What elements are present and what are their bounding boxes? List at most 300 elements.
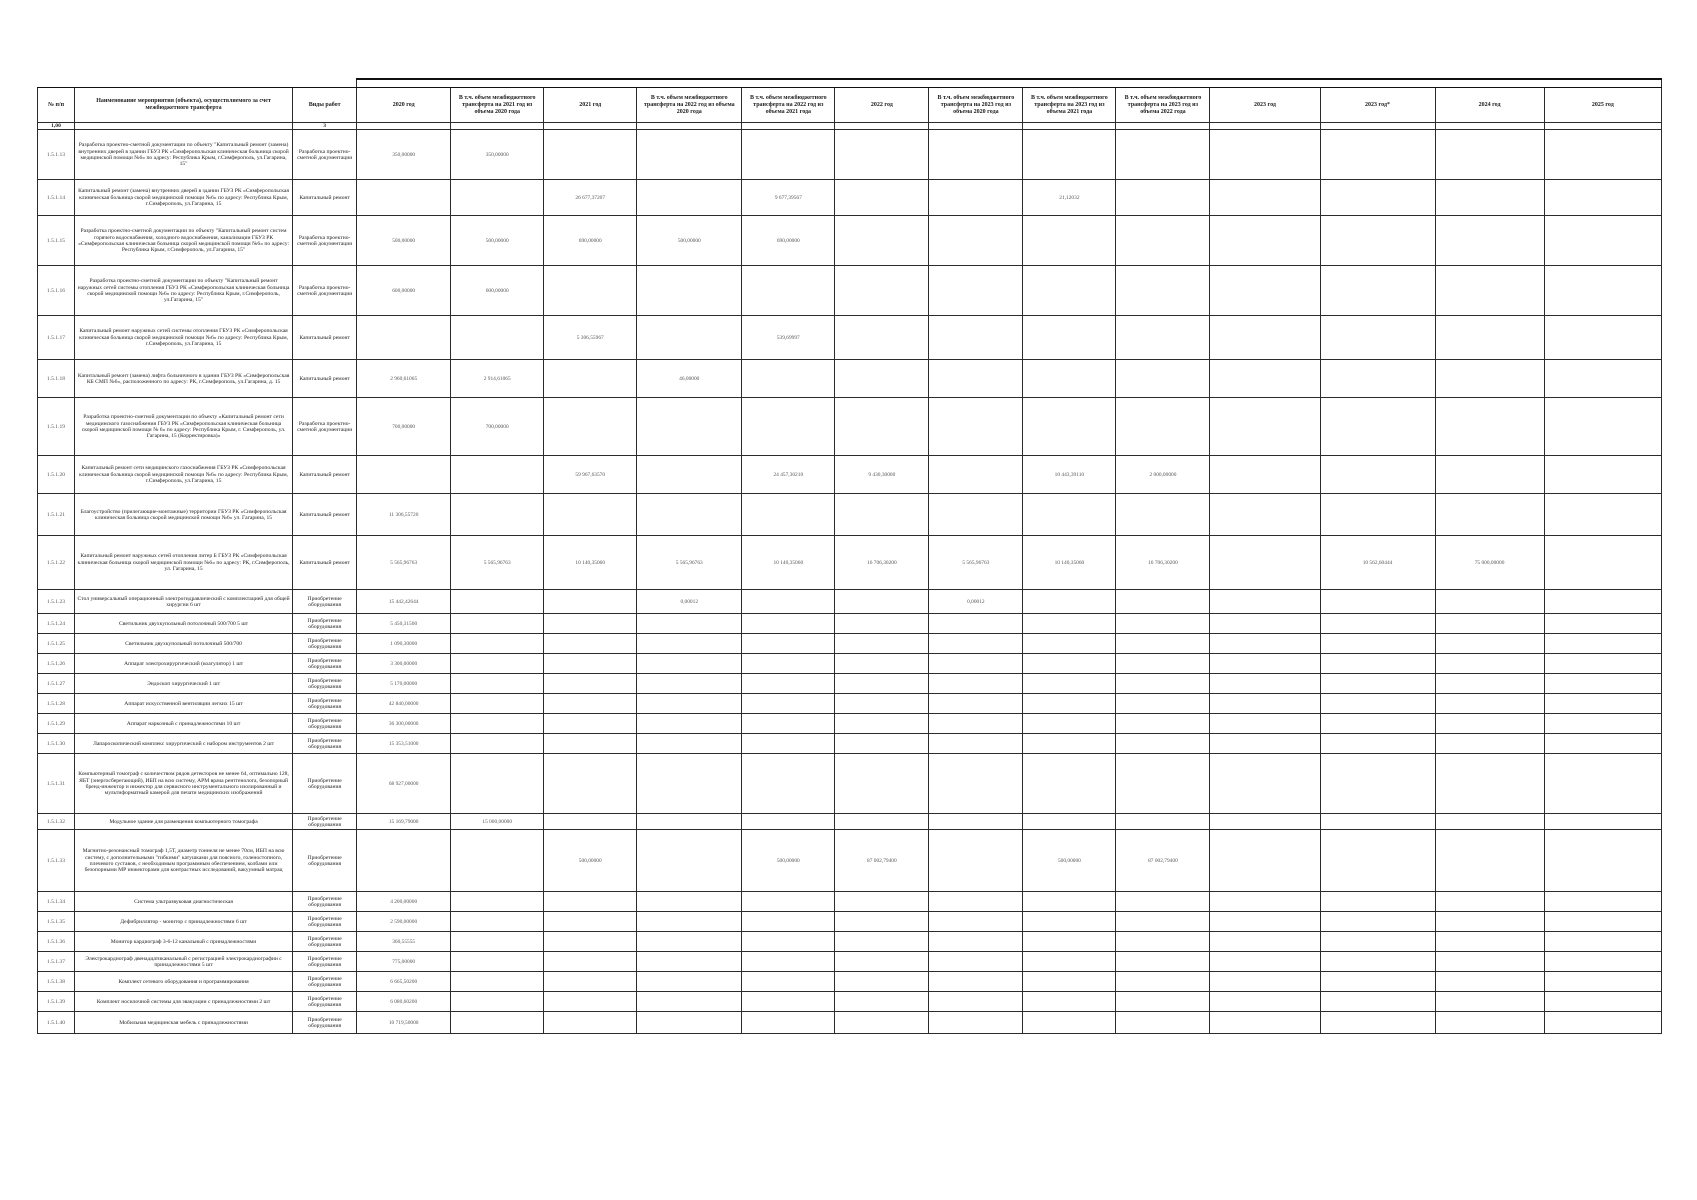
amount-cell bbox=[835, 674, 929, 694]
amount-cell bbox=[1210, 654, 1320, 674]
amount-cell: 700,00000 bbox=[451, 398, 544, 456]
amount-cell bbox=[1116, 754, 1210, 814]
amount-cell: 2 000,00000 bbox=[1116, 456, 1210, 494]
amount-cell bbox=[1544, 992, 1661, 1012]
amount-cell bbox=[1023, 694, 1116, 714]
work-type: Приобретение оборудования bbox=[293, 972, 357, 992]
amount-cell bbox=[835, 754, 929, 814]
amount-cell: 16 706,30200 bbox=[835, 536, 929, 590]
amount-cell bbox=[835, 952, 929, 972]
amount-cell bbox=[1210, 912, 1320, 932]
amount-cell bbox=[637, 912, 742, 932]
amount-cell bbox=[1116, 972, 1210, 992]
amount-cell bbox=[835, 266, 929, 316]
amount-cell bbox=[451, 694, 544, 714]
amount-cell bbox=[544, 130, 637, 180]
amount-cell bbox=[742, 694, 835, 714]
amount-cell bbox=[1544, 972, 1661, 992]
amount-cell bbox=[742, 754, 835, 814]
column-header: 2023 год bbox=[1210, 88, 1320, 123]
amount-cell bbox=[1435, 316, 1544, 360]
amount-cell: 350,00000 bbox=[451, 130, 544, 180]
column-header: 2020 год bbox=[357, 88, 451, 123]
row-number: 1.5.1.25 bbox=[38, 634, 75, 654]
amount-cell bbox=[929, 674, 1023, 694]
amount-cell bbox=[1320, 952, 1435, 972]
amount-cell bbox=[451, 754, 544, 814]
column-header: 2025 год bbox=[1544, 88, 1661, 123]
row-number: 1.5.1.22 bbox=[38, 536, 75, 590]
row-number: 1.5.1.19 bbox=[38, 398, 75, 456]
amount-cell bbox=[1435, 456, 1544, 494]
amount-cell bbox=[544, 892, 637, 912]
amount-cell bbox=[1320, 590, 1435, 614]
amount-cell bbox=[1320, 734, 1435, 754]
amount-cell bbox=[1435, 360, 1544, 398]
amount-cell bbox=[544, 398, 637, 456]
amount-cell bbox=[835, 216, 929, 266]
budget-table bbox=[37, 78, 1662, 1034]
amount-cell bbox=[1023, 398, 1116, 456]
amount-cell bbox=[742, 714, 835, 734]
row-number: 1.5.1.32 bbox=[38, 814, 75, 830]
table-row bbox=[38, 912, 1662, 932]
amount-cell: 500,00000 bbox=[357, 216, 451, 266]
row-number: 1.5.1.34 bbox=[38, 892, 75, 912]
amount-cell bbox=[1435, 674, 1544, 694]
column-header: Наименование мероприятия (объекта), осуществляемого за счет межбюджетного трансферта bbox=[75, 88, 293, 123]
amount-cell bbox=[637, 494, 742, 536]
work-type: Приобретение оборудования bbox=[293, 1012, 357, 1034]
work-type: Приобретение оборудования bbox=[293, 634, 357, 654]
amount-cell bbox=[1320, 614, 1435, 634]
event-name: Модульное здание для размещения компьютерного томографа bbox=[75, 814, 293, 830]
amount-cell bbox=[1435, 1012, 1544, 1034]
amount-cell bbox=[1320, 814, 1435, 830]
amount-cell: 5 565,96763 bbox=[451, 536, 544, 590]
amount-cell bbox=[929, 130, 1023, 180]
amount-cell bbox=[637, 952, 742, 972]
amount-cell bbox=[1210, 180, 1320, 216]
amount-cell bbox=[1116, 634, 1210, 654]
table-row bbox=[38, 674, 1662, 694]
amount-cell bbox=[1116, 912, 1210, 932]
amount-cell bbox=[544, 714, 637, 734]
amount-cell bbox=[544, 912, 637, 932]
amount-cell bbox=[929, 456, 1023, 494]
amount-cell: 1 090,30000 bbox=[357, 634, 451, 654]
amount-cell bbox=[1544, 456, 1661, 494]
amount-cell bbox=[1544, 714, 1661, 734]
amount-cell bbox=[742, 360, 835, 398]
amount-cell bbox=[451, 180, 544, 216]
amount-cell bbox=[835, 992, 929, 1012]
amount-cell bbox=[1435, 614, 1544, 634]
amount-cell bbox=[1116, 674, 1210, 694]
amount-cell bbox=[544, 634, 637, 654]
row-number: 1.5.1.20 bbox=[38, 456, 75, 494]
index-cell bbox=[1544, 123, 1661, 130]
event-name: Светильник двухкупольный потолочный 500/700 5 шт bbox=[75, 614, 293, 634]
index-cell bbox=[1116, 123, 1210, 130]
table-row bbox=[38, 590, 1662, 614]
amount-cell bbox=[1116, 266, 1210, 316]
amount-cell: 16 706,30200 bbox=[1116, 536, 1210, 590]
amount-cell bbox=[1435, 892, 1544, 912]
amount-cell bbox=[1116, 316, 1210, 360]
amount-cell bbox=[1320, 754, 1435, 814]
table-row bbox=[38, 614, 1662, 634]
amount-cell bbox=[1116, 614, 1210, 634]
amount-cell bbox=[929, 754, 1023, 814]
amount-cell bbox=[1544, 814, 1661, 830]
amount-cell: 87 002,79400 bbox=[1116, 830, 1210, 892]
amount-cell bbox=[637, 932, 742, 952]
amount-cell bbox=[1023, 714, 1116, 734]
amount-cell bbox=[1210, 932, 1320, 952]
amount-cell bbox=[637, 614, 742, 634]
amount-cell bbox=[637, 992, 742, 1012]
amount-cell bbox=[1116, 814, 1210, 830]
amount-cell: 0,00012 bbox=[929, 590, 1023, 614]
column-header: В т.ч. объем межбюджетного трансферта на 2022 год из объема 2020 года bbox=[637, 88, 742, 123]
amount-cell bbox=[1544, 590, 1661, 614]
amount-cell bbox=[742, 1012, 835, 1034]
amount-cell bbox=[742, 494, 835, 536]
amount-cell bbox=[1544, 932, 1661, 952]
amount-cell bbox=[1116, 952, 1210, 972]
amount-cell: 9 430,30000 bbox=[835, 456, 929, 494]
index-cell bbox=[742, 123, 835, 130]
row-number: 1.5.1.38 bbox=[38, 972, 75, 992]
amount-cell bbox=[1210, 536, 1320, 590]
amount-cell bbox=[1435, 494, 1544, 536]
amount-cell bbox=[929, 266, 1023, 316]
amount-cell bbox=[637, 130, 742, 180]
amount-cell bbox=[1320, 494, 1435, 536]
event-name: Дефибриллятор - монитор с принадлежностями 6 шт bbox=[75, 912, 293, 932]
amount-cell bbox=[1116, 360, 1210, 398]
amount-cell: 15 353,51000 bbox=[357, 734, 451, 754]
amount-cell bbox=[544, 814, 637, 830]
amount-cell bbox=[742, 952, 835, 972]
amount-cell bbox=[637, 316, 742, 360]
amount-cell: 5 565,96763 bbox=[929, 536, 1023, 590]
amount-cell bbox=[637, 814, 742, 830]
amount-cell: 10 443,39110 bbox=[1023, 456, 1116, 494]
amount-cell bbox=[835, 714, 929, 734]
amount-cell bbox=[1320, 360, 1435, 398]
column-header: 2024 год bbox=[1435, 88, 1544, 123]
event-name: Аппарат наркозный с принадлежностями 10 шт bbox=[75, 714, 293, 734]
table-row bbox=[38, 360, 1662, 398]
table-row bbox=[38, 972, 1662, 992]
amount-cell bbox=[1210, 614, 1320, 634]
amount-cell bbox=[1435, 830, 1544, 892]
amount-cell bbox=[451, 892, 544, 912]
amount-cell bbox=[1210, 634, 1320, 654]
amount-cell: 600,00000 bbox=[451, 266, 544, 316]
amount-cell bbox=[451, 654, 544, 674]
amount-cell bbox=[451, 1012, 544, 1034]
amount-cell bbox=[1023, 634, 1116, 654]
amount-cell bbox=[1320, 398, 1435, 456]
amount-cell bbox=[835, 932, 929, 952]
event-name: Комплект носилочной системы для эвакуации с принадлежностями 2 шт bbox=[75, 992, 293, 1012]
amount-cell bbox=[1210, 694, 1320, 714]
amount-cell bbox=[357, 316, 451, 360]
event-name: Электрокардиограф двенадцатиканальный с регистрацией электрокардиографии с принадлежностями 5 шт bbox=[75, 952, 293, 972]
amount-cell bbox=[451, 830, 544, 892]
event-name: Разработка проектно-сметной документации по объекту "Капитальный ремонт наружных сетей системы отопления ГБУЗ РК «Симферопольская клиническая больница скорой медицинской помощи №6» по адресу: Республика Крым, г.Симферополь, ул.Гагарина, 15" bbox=[75, 266, 293, 316]
work-type: Приобретение оборудования bbox=[293, 830, 357, 892]
amount-cell: 10 562,60444 bbox=[1320, 536, 1435, 590]
amount-cell bbox=[1210, 130, 1320, 180]
amount-cell: 10 719,50000 bbox=[357, 1012, 451, 1034]
amount-cell bbox=[929, 892, 1023, 912]
amount-cell bbox=[544, 952, 637, 972]
row-number: 1.5.1.31 bbox=[38, 754, 75, 814]
amount-cell bbox=[1320, 714, 1435, 734]
amount-cell bbox=[544, 614, 637, 634]
amount-cell bbox=[451, 590, 544, 614]
column-header: В т.ч. объем межбюджетного трансферта на 2023 год из объема 2020 года bbox=[929, 88, 1023, 123]
amount-cell bbox=[1435, 972, 1544, 992]
event-name: Разработка проектно-сметной документации по объекту "Капитальный ремонт систем горячего водоснабжения, холодного водоснабжения, канализации ГБУЗ РК «Симферопольская клиническая больница скорой медицинской помощи №6» по адресу: Республика Крым, г.Симферополь, ул.Гагарина, 15" bbox=[75, 216, 293, 266]
amount-cell: 500,00000 bbox=[637, 216, 742, 266]
amount-cell bbox=[1544, 694, 1661, 714]
amount-cell: 36 300,00000 bbox=[357, 714, 451, 734]
amount-cell bbox=[742, 634, 835, 654]
amount-cell bbox=[637, 674, 742, 694]
event-name: Разработка проектно-сметной документации по объекту "Капитальный ремонт (замена) внутренних дверей в здании ГБУЗ РК «Симферопольская клиническая больница скорой медицинской помощи №6» по адресу: Республика Крым, г.Симферополь, ул.Гагарина, 15" bbox=[75, 130, 293, 180]
work-type: Приобретение оборудования bbox=[293, 932, 357, 952]
amount-cell bbox=[929, 614, 1023, 634]
amount-cell: 539,69997 bbox=[742, 316, 835, 360]
amount-cell: 0,00012 bbox=[637, 590, 742, 614]
amount-cell bbox=[1116, 694, 1210, 714]
amount-cell bbox=[1544, 180, 1661, 216]
amount-cell bbox=[929, 734, 1023, 754]
work-type: Разработка проектно-сметной документации bbox=[293, 266, 357, 316]
row-number: 1.5.1.24 bbox=[38, 614, 75, 634]
amount-cell: 2 914,61065 bbox=[451, 360, 544, 398]
table-row bbox=[38, 734, 1662, 754]
amount-cell bbox=[637, 456, 742, 494]
amount-cell: 6 665,50200 bbox=[357, 972, 451, 992]
column-header: 2022 год bbox=[835, 88, 929, 123]
amount-cell: 9 677,39567 bbox=[742, 180, 835, 216]
row-number: 1.5.1.29 bbox=[38, 714, 75, 734]
table-row bbox=[38, 830, 1662, 892]
amount-cell bbox=[835, 130, 929, 180]
event-name: Благоустройство (прилегающие-монтажные) территории ГБУЗ РК «Симферопольская клиническая больница скорой медицинской помощи №6» ул. Гагарина, 15 bbox=[75, 494, 293, 536]
amount-cell bbox=[357, 830, 451, 892]
amount-cell bbox=[1544, 494, 1661, 536]
work-type: Приобретение оборудования bbox=[293, 912, 357, 932]
amount-cell: 600,00000 bbox=[357, 266, 451, 316]
amount-cell: 350,00000 bbox=[357, 130, 451, 180]
amount-cell bbox=[1116, 130, 1210, 180]
row-number: 1.5.1.39 bbox=[38, 992, 75, 1012]
amount-cell bbox=[1544, 952, 1661, 972]
amount-cell bbox=[451, 734, 544, 754]
index-cell bbox=[544, 123, 637, 130]
amount-cell: 10 140,35060 bbox=[544, 536, 637, 590]
amount-cell bbox=[1320, 694, 1435, 714]
amount-cell bbox=[1210, 892, 1320, 912]
row-number: 1.5.1.23 bbox=[38, 590, 75, 614]
amount-cell bbox=[742, 590, 835, 614]
amount-cell bbox=[742, 130, 835, 180]
work-type: Приобретение оборудования bbox=[293, 714, 357, 734]
table-row bbox=[38, 316, 1662, 360]
amount-cell bbox=[1320, 912, 1435, 932]
amount-cell bbox=[1544, 360, 1661, 398]
row-number: 1.5.1.35 bbox=[38, 912, 75, 932]
amount-cell bbox=[1544, 912, 1661, 932]
row-number: 1.5.1.17 bbox=[38, 316, 75, 360]
amount-cell bbox=[742, 892, 835, 912]
amount-cell bbox=[637, 634, 742, 654]
amount-cell bbox=[451, 634, 544, 654]
amount-cell bbox=[1116, 216, 1210, 266]
amount-cell bbox=[1435, 734, 1544, 754]
amount-cell bbox=[929, 972, 1023, 992]
amount-cell bbox=[1435, 398, 1544, 456]
event-name: Разработка проектно-сметной документации по объекту «Капитальный ремонт сети медицинского газоснабжения ГБУЗ РК «Симферопольская клиническая больница скорой медицинской помощи № 6» по адресу: Республика Крым, г. Симферополь, ул. Гагарина, 15 (Корректировка)» bbox=[75, 398, 293, 456]
row-number: 1.5.1.30 bbox=[38, 734, 75, 754]
amount-cell: 2 960,61065 bbox=[357, 360, 451, 398]
amount-cell: 500,00000 bbox=[544, 830, 637, 892]
amount-cell bbox=[1210, 360, 1320, 398]
amount-cell bbox=[1435, 590, 1544, 614]
amount-cell bbox=[1320, 674, 1435, 694]
amount-cell bbox=[1023, 674, 1116, 694]
amount-cell: 690,00000 bbox=[544, 216, 637, 266]
column-header: В т.ч. объем межбюджетного трансферта на 2023 год из объема 2022 года bbox=[1116, 88, 1210, 123]
work-type: Разработка проектно-сметной документации bbox=[293, 216, 357, 266]
amount-cell bbox=[1435, 694, 1544, 714]
amount-cell bbox=[1210, 754, 1320, 814]
table-row bbox=[38, 130, 1662, 180]
amount-cell bbox=[1320, 972, 1435, 992]
amount-cell bbox=[1210, 494, 1320, 536]
index-cell bbox=[1210, 123, 1320, 130]
amount-cell bbox=[1116, 494, 1210, 536]
amount-cell: 500,00000 bbox=[742, 830, 835, 892]
amount-cell bbox=[835, 694, 929, 714]
event-name: Мобильная медицинская мебель с принадлежностями bbox=[75, 1012, 293, 1034]
amount-cell: 6 080,60200 bbox=[357, 992, 451, 1012]
amount-cell bbox=[544, 972, 637, 992]
event-name: Капитальный ремонт сети медицинского газоснабжения ГБУЗ РК «Симферопольская клиническая больница скорой медицинской помощи №6» по адресу: Республика Крым, г.Симферополь, ул.Гагарина, 15 bbox=[75, 456, 293, 494]
amount-cell bbox=[544, 494, 637, 536]
amount-cell bbox=[1210, 830, 1320, 892]
amount-cell bbox=[1210, 952, 1320, 972]
column-header: В т.ч. объем межбюджетного трансферта на 2021 год из объема 2020 года bbox=[451, 88, 544, 123]
amount-cell bbox=[1320, 654, 1435, 674]
amount-cell bbox=[1435, 754, 1544, 814]
column-header: В т.ч. объем межбюджетного трансферта на 2023 год из объема 2021 года bbox=[1023, 88, 1116, 123]
index-cell bbox=[1023, 123, 1116, 130]
amount-cell: 15 442,42644 bbox=[357, 590, 451, 614]
amount-cell bbox=[637, 830, 742, 892]
amount-cell bbox=[1320, 130, 1435, 180]
amount-cell bbox=[451, 714, 544, 734]
row-number: 1.5.1.33 bbox=[38, 830, 75, 892]
amount-cell bbox=[1210, 674, 1320, 694]
amount-cell bbox=[929, 992, 1023, 1012]
table-row bbox=[38, 654, 1662, 674]
amount-cell bbox=[742, 614, 835, 634]
amount-cell bbox=[1023, 494, 1116, 536]
amount-cell bbox=[1544, 754, 1661, 814]
amount-cell: 59 967,63570 bbox=[544, 456, 637, 494]
amount-cell bbox=[544, 266, 637, 316]
amount-cell bbox=[637, 754, 742, 814]
amount-cell: 775,00000 bbox=[357, 952, 451, 972]
amount-cell bbox=[1320, 216, 1435, 266]
amount-cell bbox=[544, 992, 637, 1012]
amount-cell bbox=[742, 398, 835, 456]
column-header: В т.ч. объем межбюджетного трансферта на 2022 год из объема 2021 года bbox=[742, 88, 835, 123]
column-header: № п/п bbox=[38, 88, 75, 123]
amount-cell bbox=[1544, 634, 1661, 654]
table-row bbox=[38, 456, 1662, 494]
work-type: Приобретение оборудования bbox=[293, 590, 357, 614]
amount-cell bbox=[1435, 634, 1544, 654]
index-cell bbox=[1435, 123, 1544, 130]
amount-cell bbox=[1116, 654, 1210, 674]
amount-cell bbox=[451, 932, 544, 952]
row-number: 1.5.1.14 bbox=[38, 180, 75, 216]
amount-cell bbox=[1116, 992, 1210, 1012]
amount-cell bbox=[1210, 216, 1320, 266]
amount-cell bbox=[637, 892, 742, 912]
amount-cell bbox=[1435, 952, 1544, 972]
work-type: Капитальный ремонт bbox=[293, 456, 357, 494]
amount-cell bbox=[929, 694, 1023, 714]
amount-cell bbox=[835, 634, 929, 654]
amount-cell bbox=[929, 316, 1023, 360]
event-name: Светильник двухкупольный потолочный 500/700 bbox=[75, 634, 293, 654]
amount-cell bbox=[1320, 932, 1435, 952]
amount-cell bbox=[1435, 216, 1544, 266]
amount-cell bbox=[1023, 590, 1116, 614]
amount-cell bbox=[1116, 892, 1210, 912]
amount-cell bbox=[544, 694, 637, 714]
work-type: Приобретение оборудования bbox=[293, 734, 357, 754]
amount-cell: 75 000,00000 bbox=[1435, 536, 1544, 590]
amount-cell bbox=[451, 912, 544, 932]
table-top-rule bbox=[38, 79, 1662, 88]
amount-cell: 15 000,00000 bbox=[451, 814, 544, 830]
work-type: Приобретение оборудования bbox=[293, 694, 357, 714]
amount-cell bbox=[1116, 590, 1210, 614]
amount-cell bbox=[544, 1012, 637, 1034]
amount-cell bbox=[1435, 266, 1544, 316]
row-number: 1.5.1.18 bbox=[38, 360, 75, 398]
amount-cell bbox=[1116, 1012, 1210, 1034]
table-row bbox=[38, 992, 1662, 1012]
table-row bbox=[38, 216, 1662, 266]
amount-cell bbox=[637, 1012, 742, 1034]
amount-cell bbox=[929, 634, 1023, 654]
table-row bbox=[38, 814, 1662, 830]
amount-cell bbox=[929, 216, 1023, 266]
amount-cell bbox=[1320, 1012, 1435, 1034]
